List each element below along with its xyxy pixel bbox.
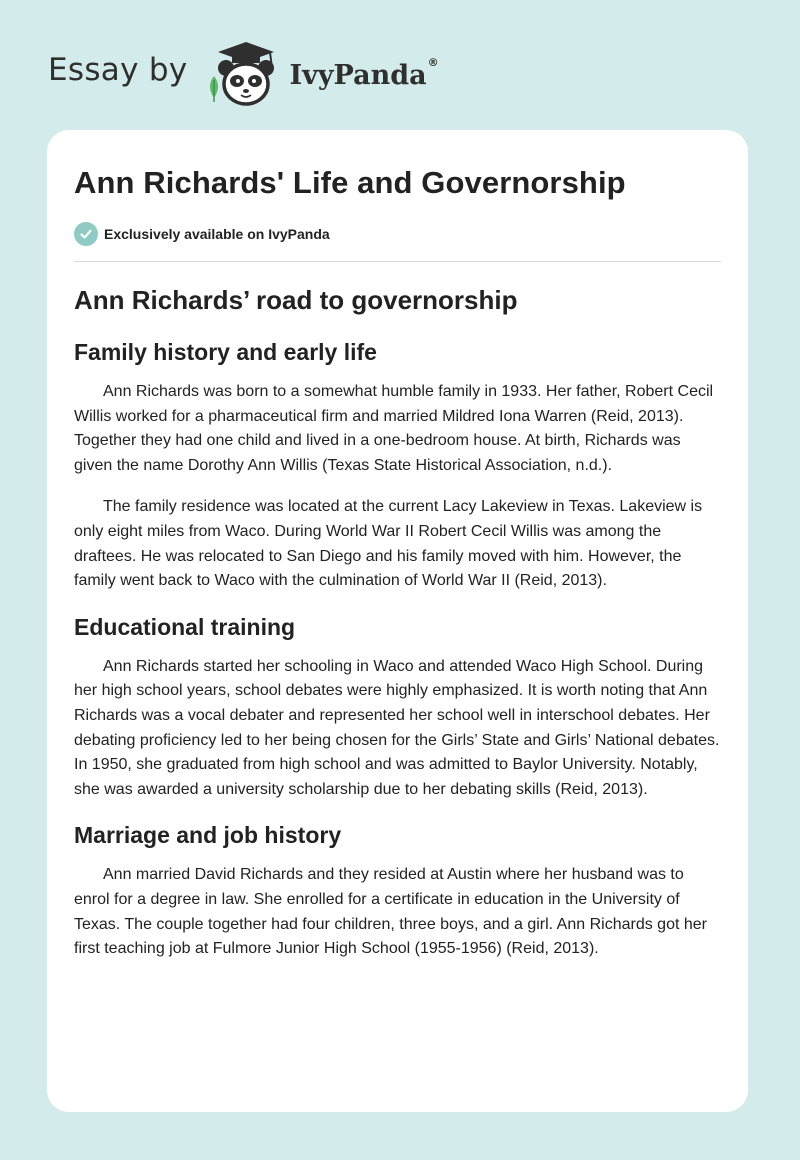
subsection-title: Educational training	[74, 613, 296, 640]
paragraph: Ann Richards started her schooling in Waco and attended Waco High School. During her high school years, school debates were highly emphasized. It is worth noting that Ann Richards was a vocal debater and represented her school well in interschool debates. Her debating proficiency led to her being chosen for the Girls’ State and Girls’ National debates. In 1950, she graduated from high school and was admitted to Baylor University. Notably, she was awarded a university scholarship due to her debating skills (Reid, 2013).	[74, 657, 720, 798]
page-title: Ann Richards' Life and Governorship	[74, 165, 626, 200]
essay-card	[47, 130, 748, 1112]
divider	[74, 261, 721, 262]
paragraph: The family residence was located at the current Lacy Lakeview in Texas. Lakeview is only eight miles from Waco. During World War II Robert Cecil Willis was among the draftees. He was relocated to San Diego and his family moved with him. However, the family went back to Waco with the culmination of World War II (Reid, 2013).	[74, 498, 703, 590]
essay-body	[74, 282, 723, 979]
brand-logo[interactable]	[48, 38, 439, 108]
badge-text: Exclusively available on IvyPanda	[104, 226, 330, 242]
panda-mascot-icon	[202, 38, 286, 108]
subsection-title: Marriage and job history	[74, 822, 342, 849]
brand-name	[289, 55, 439, 91]
section-heading: Ann Richards’ road to governorship	[74, 285, 518, 315]
registered-mark: ®	[427, 55, 439, 69]
paragraph: Ann married David Richards and they resided at Austin where her husband was to enrol for a degree in law. She enrolled for a certificate in education in the University of Texas. The couple together had four children, three boys, and a girl. Ann Richards got her first teaching job at Fulmore Junior High School (1955-1956) (Reid, 2013).	[74, 866, 707, 958]
brand-prefix: Essay by	[48, 52, 188, 88]
checkmark-icon	[74, 222, 98, 246]
paragraph: Ann Richards was born to a somewhat humble family in 1933. Her father, Robert Cecil Willis worked for a pharmaceutical firm and married Mildred Iona Warren (Reid, 2013). Together they had one child and lived in a one-bedroom house. At birth, Richards was given the name Dorothy Ann Willis (Texas State Historical Association, n.d.).	[74, 383, 714, 474]
subsection-title: Family history and early life	[74, 339, 377, 365]
brand-name-text: IvyPanda	[289, 59, 427, 91]
exclusive-badge	[74, 222, 330, 246]
